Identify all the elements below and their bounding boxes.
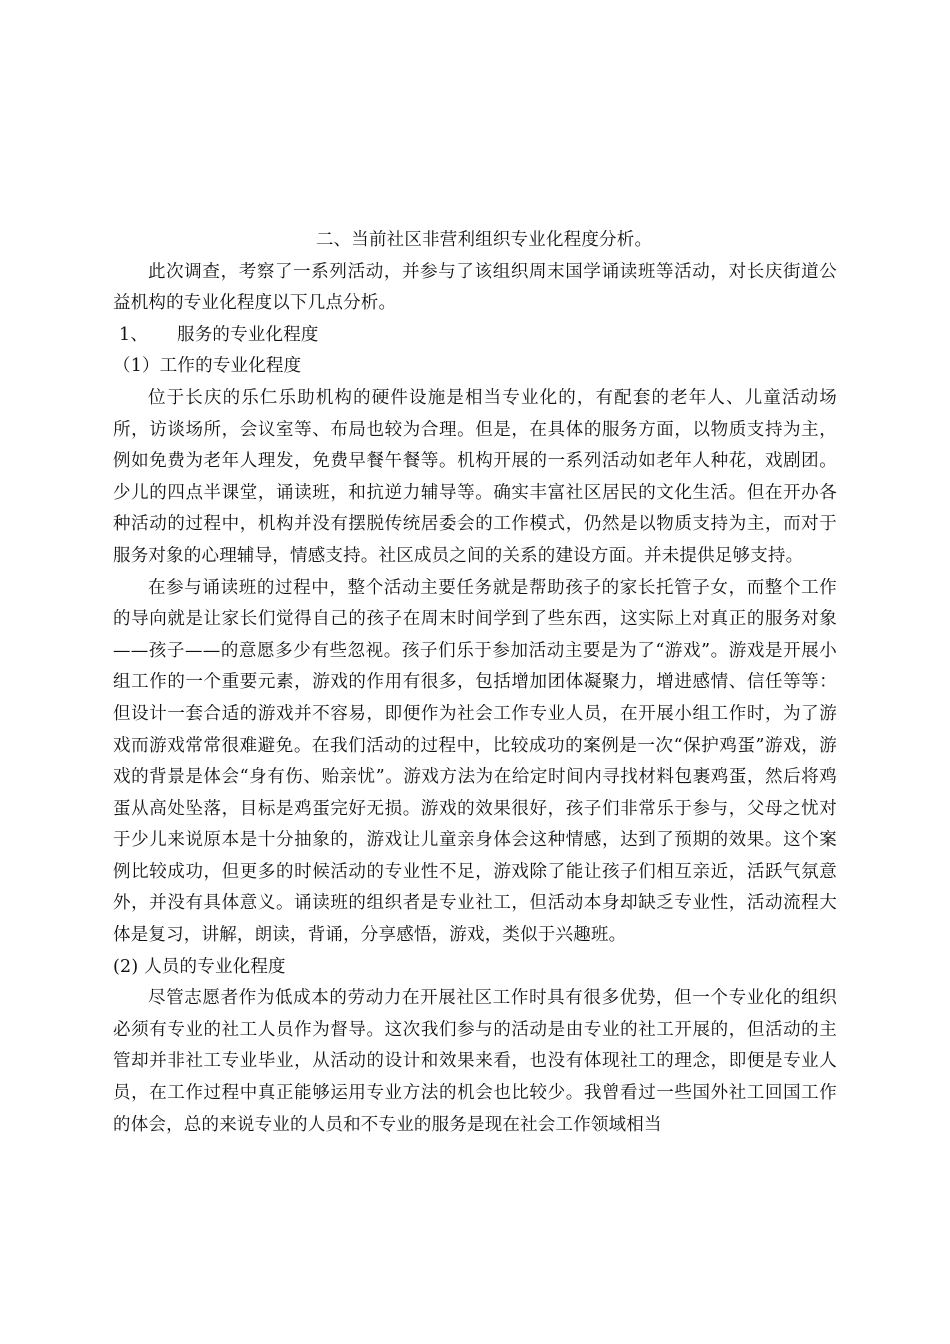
document-page <box>113 225 837 1141</box>
body-paragraph: 在参与诵读班的过程中，整个活动主要任务就是帮助孩子的家长托管子女，而整个工作的导向就是让家长们觉得自己的孩子在周末时间学到了些东西，这实际上对真正的服务对象——孩子——的意愿多少有些忽视。孩子们乐于参加活动主要是为了“游戏”。游戏是开展小组工作的一个重要元素，游戏的作用有很多，包括增加团体凝聚力，增进感情、信任等等：但设计一套合适的游戏并不容易，即便作为社会工作专业人员，在开展小组工作时，为了游戏而游戏常常很难避免。在我们活动的过程中，比较成功的案例是一次“保护鸡蛋”游戏，游戏的背景是体会“身有伤、贻亲忧”。游戏方法为在给定时间内寻找材料包裹鸡蛋，然后将鸡蛋从高处坠落，目标是鸡蛋完好无损。游戏的效果很好，孩子们非常乐于参与，父母之忧对于少儿来说原本是十分抽象的，游戏让儿童亲身体会这种情感，达到了预期的效果。这个案例比较成功，但更多的时候活动的专业性不足，游戏除了能让孩子们相互亲近，活跃气氛意外，并没有具体意义。诵读班的组织者是专业社工，但活动本身却缺乏专业性，活动流程大体是复习，讲解，朗读，背诵，分享感悟，游戏，类似于兴趣班。 <box>113 577 837 946</box>
body-paragraph: 尽管志愿者作为低成本的劳动力在开展社区工作时具有很多优势，但一个专业化的组织必须有专业的社工人员作为督导。这次我们参与的活动是由专业的社工开展的，但活动的主管却并非社工专业毕业，从活动的设计和效果来看，也没有体现社工的理念，即便是专业人员，在工作过程中真正能够运用专业方法的机会也比较少。我曾看过一些国外社工回国工作的体会，总的来说专业的人员和不专业的服务是现在社会工作领域相当 <box>113 988 837 1135</box>
body-paragraph: 位于长庆的乐仁乐助机构的硬件设施是相当专业化的，有配套的老年人、儿童活动场所，访谈场所，会议室等、布局也较为合理。但是，在具体的服务方面，以物质支持为主，例如免费为老年人理发，免费早餐午餐等。机构开展的一系列活动如老年人种花，戏剧团。少儿的四点半课堂，诵读班，和抗逆力辅导等。确实丰富社区居民的文化生活。但在开办各种活动的过程中，机构并没有摆脱传统居委会的工作模式，仍然是以物质支持为主，而对于服务对象的心理辅导，情感支持。社区成员之间的关系的建设方面。并未提供足够支持。 <box>113 387 837 566</box>
subsection-1-heading: （1）工作的专业化程度 <box>113 356 302 377</box>
section-1-heading <box>113 320 837 352</box>
intro-paragraph: 此次调查，考察了一系列活动，并参与了该组织周末国学诵读班等活动，对长庆街道公益机构的专业化程度以下几点分析。 <box>113 261 837 314</box>
section-title: 二、当前社区非营利组织专业化程度分析。 <box>315 230 653 250</box>
section-1-number: 1、 <box>119 324 149 345</box>
section-1-label: 服务的专业化程度 <box>177 324 319 345</box>
subsection-2-heading: (2) 人员的专业化程度 <box>113 956 286 977</box>
